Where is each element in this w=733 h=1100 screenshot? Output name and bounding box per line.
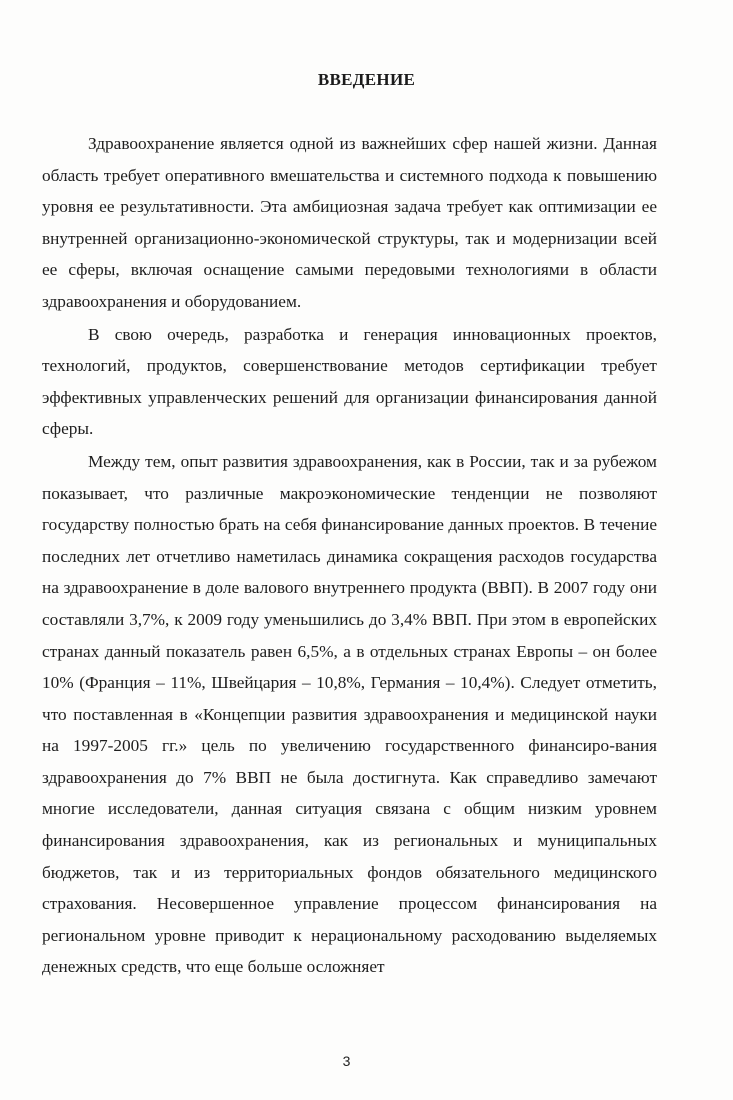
body-text <box>42 128 657 984</box>
paragraph-3: Между тем, опыт развития здравоохранения, как в России, так и за рубежом показывает, что различные макроэкономические тенденции не позволяют государству полностью брать на себя финансирование данных проектов. В течение последних лет отчетливо наметилась динамика сокращения расходов государства на здравоохранение в доле валового внутреннего продукта (ВВП). В 2007 году они составляли 3,7%, к 2009 году уменьшились до 3,4% ВВП. При этом в европейских странах данный показатель равен 6,5%, а в отдельных странах Европы – он более 10% (Франция – 11%, Швейцария – 10,8%, Германия – 10,4%). Следует отметить, что поставленная в «Концепции развития здравоохранения и медицинской науки на 1997-2005 гг.» цель по увеличению государственного финансиро-вания здравоохранения до 7% ВВП не была достигнута. Как справедливо замечают многие исследователи, данная ситуация связана с общим низким уровнем финансирования здравоохранения, как из региональных и муниципальных бюджетов, так и из территориальных фондов обязательного медицинского страхования. Несовершенное управление процессом финансирования на региональном уровне приводит к нерациональному расходованию выделяемых денежных средств, что еще больше осложняет <box>42 451 657 977</box>
paragraph-2: В свою очередь, разработка и генерация инновационных проектов, технологий, продуктов, совершенствование методов сертификации требует эффективных управленческих решений для организации финансирования данной сферы. <box>42 324 657 439</box>
page-title: ВВЕДЕНИЕ <box>317 70 416 89</box>
paragraph-1: Здравоохранение является одной из важнейших сфер нашей жизни. Данная область требует оперативного вмешательства и системного подхода к повышению уровня ее результативности. Эта амбициозная задача требует как оптимизации ее внутренней организационно-экономической структуры, так и модернизации всей ее сферы, включая оснащение самыми передовыми технологиями в области здравоохранения и оборудованием. <box>42 134 657 311</box>
page-number: 3 <box>342 1053 351 1069</box>
